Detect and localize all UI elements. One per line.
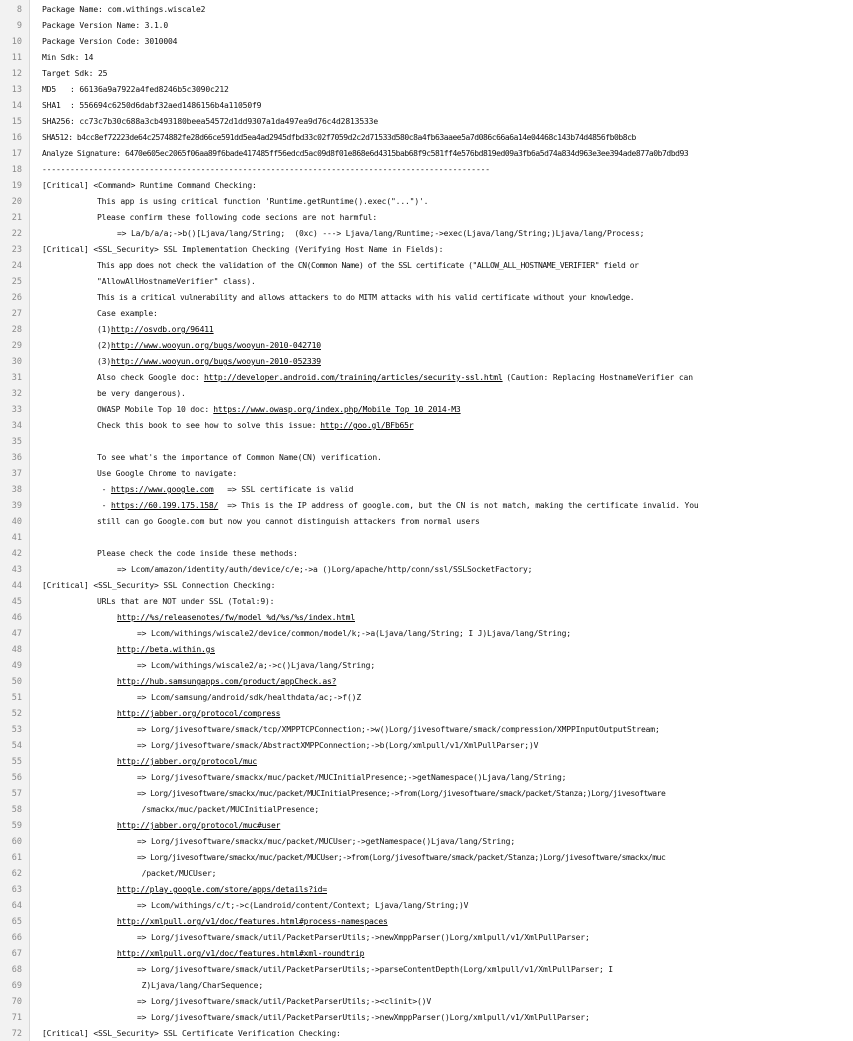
line-number: 59 bbox=[11, 821, 22, 831]
line-text bbox=[97, 482, 849, 498]
editor-line[interactable] bbox=[0, 866, 853, 882]
line-text bbox=[42, 1026, 849, 1041]
editor-line[interactable] bbox=[0, 82, 853, 98]
line-number: 24 bbox=[11, 261, 22, 271]
line-number: 43 bbox=[11, 565, 22, 575]
line-number: 56 bbox=[11, 773, 22, 783]
line-number: 61 bbox=[11, 853, 22, 863]
line-text-content: Please check the code inside these methods: bbox=[97, 549, 298, 558]
editor-line[interactable] bbox=[0, 978, 853, 994]
line-text bbox=[42, 530, 849, 546]
line-text bbox=[42, 50, 849, 66]
line-number: 68 bbox=[11, 965, 22, 975]
line-number: 72 bbox=[11, 1029, 22, 1039]
line-text bbox=[42, 2, 849, 18]
editor-line[interactable] bbox=[0, 274, 853, 290]
line-text-content: Analyze Signature: 6470e605ec2065f06aa89f6bade417485ff56edcd5ac09d8f01e868e6d4315bab68f9c581ff4e576bd819ed09a3fb6a5d74a834d963e3ee394ade877a0b7dbd93 bbox=[42, 149, 689, 158]
line-text bbox=[117, 882, 849, 898]
editor-line[interactable] bbox=[0, 994, 853, 1010]
line-text-content: To see what's the importance of Common Name(CN) verification. bbox=[97, 453, 382, 462]
editor-line[interactable] bbox=[0, 482, 853, 498]
line-number: 29 bbox=[11, 341, 22, 351]
line-number: 40 bbox=[11, 517, 22, 527]
line-text-content: "AllowAllHostnameVerifier" class). bbox=[97, 277, 256, 286]
line-text bbox=[97, 498, 849, 514]
line-text bbox=[117, 754, 849, 770]
line-text-content: => Lcom/withings/c/t;->c(Landroid/content/Context; Ljava/lang/String;)V bbox=[137, 901, 469, 910]
line-text-content: This is a critical vulnerability and allows attackers to do MITM attacks with his valid certificate without your knowledge. bbox=[97, 293, 635, 302]
hyperlink[interactable]: http://hub.samsungapps.com/product/appCheck.as? bbox=[117, 677, 337, 686]
editor-line[interactable] bbox=[0, 402, 853, 418]
editor-line[interactable] bbox=[0, 146, 853, 162]
line-text bbox=[97, 594, 849, 610]
line-number: 31 bbox=[11, 373, 22, 383]
line-text-content: => Lorg/jivesoftware/smackx/muc/packet/MUCUser;->from(Lorg/jivesoftware/smack/packet/Stanza;)Lorg/jivesoftware/smackx/muc bbox=[137, 853, 666, 862]
line-text-content: => Lorg/jivesoftware/smack/AbstractXMPPConnection;->b(Lorg/xmlpull/v1/XmlPullParser;)V bbox=[137, 741, 539, 750]
editor-line[interactable] bbox=[0, 882, 853, 898]
line-number: 65 bbox=[11, 917, 22, 927]
line-number: 52 bbox=[11, 709, 22, 719]
editor-line[interactable] bbox=[0, 850, 853, 866]
line-text bbox=[137, 1010, 849, 1026]
hyperlink[interactable]: http://xmlpull.org/v1/doc/features.html#xml-roundtrip bbox=[117, 949, 365, 958]
line-text bbox=[137, 978, 849, 994]
line-text bbox=[117, 946, 849, 962]
line-text-content: MD5 : 66136a9a7922a4fed8246b5c3090c212 bbox=[42, 85, 229, 94]
line-text bbox=[137, 994, 849, 1010]
line-text bbox=[137, 690, 849, 706]
line-text-tail: (Caution: Replacing HostnameVerifier can bbox=[501, 373, 693, 382]
line-text bbox=[97, 370, 849, 386]
hyperlink[interactable]: http://beta.within.gs bbox=[117, 645, 215, 654]
line-text-content: Also check Google doc: bbox=[97, 373, 205, 382]
line-text bbox=[97, 274, 849, 290]
hyperlink[interactable]: http://play.google.com/store/apps/details?id= bbox=[117, 885, 327, 894]
line-text-content: => Lcom/withings/wiscale2/device/common/model/k;->a(Ljava/lang/String; I J)Ljava/lang/String; bbox=[137, 629, 571, 638]
line-text bbox=[97, 306, 849, 322]
line-text bbox=[117, 226, 849, 242]
line-text-content: => Lorg/jivesoftware/smack/tcp/XMPPTCPConnection;->w()Lorg/jivesoftware/smack/compression/XMPPInputOutputStream; bbox=[137, 725, 660, 734]
hyperlink[interactable]: http://osvdb.org/96411 bbox=[110, 325, 214, 334]
editor-line[interactable] bbox=[0, 658, 853, 674]
hyperlink[interactable]: http://xmlpull.org/v1/doc/features.html#process-namespaces bbox=[117, 917, 388, 926]
line-text-content: Min Sdk: 14 bbox=[42, 53, 94, 62]
line-text bbox=[42, 18, 849, 34]
line-text bbox=[42, 114, 849, 130]
line-text-content: (3) bbox=[97, 357, 111, 366]
line-text bbox=[137, 850, 849, 866]
line-number: 50 bbox=[11, 677, 22, 687]
line-number: 9 bbox=[16, 21, 22, 31]
line-number: 64 bbox=[11, 901, 22, 911]
line-number: 42 bbox=[11, 549, 22, 559]
line-text bbox=[97, 354, 849, 370]
line-number: 27 bbox=[11, 309, 22, 319]
editor-line[interactable] bbox=[0, 194, 853, 210]
line-text bbox=[42, 178, 849, 194]
line-number: 22 bbox=[11, 229, 22, 239]
line-number: 14 bbox=[11, 101, 22, 111]
line-number: 66 bbox=[11, 933, 22, 943]
line-text bbox=[97, 194, 849, 210]
line-number: 47 bbox=[11, 629, 22, 639]
editor-line[interactable] bbox=[0, 370, 853, 386]
line-number: 36 bbox=[11, 453, 22, 463]
line-text-content: Check this book to see how to solve this issue: bbox=[97, 421, 321, 430]
document-content[interactable] bbox=[0, 2, 853, 1041]
line-text bbox=[42, 34, 849, 50]
line-text bbox=[117, 818, 849, 834]
editor-line[interactable] bbox=[0, 50, 853, 66]
editor-line[interactable] bbox=[0, 898, 853, 914]
line-text bbox=[97, 402, 849, 418]
hyperlink[interactable]: http://jabber.org/protocol/muc#user bbox=[117, 821, 281, 830]
editor-line[interactable] bbox=[0, 706, 853, 722]
line-text bbox=[97, 386, 849, 402]
editor-line[interactable] bbox=[0, 834, 853, 850]
editor-line[interactable] bbox=[0, 226, 853, 242]
line-number: 17 bbox=[11, 149, 22, 159]
line-number: 58 bbox=[11, 805, 22, 815]
line-number: 39 bbox=[11, 501, 22, 511]
line-text bbox=[42, 82, 849, 98]
editor-line[interactable] bbox=[0, 962, 853, 978]
line-number: 30 bbox=[11, 357, 22, 367]
editor-line[interactable] bbox=[0, 466, 853, 482]
hyperlink[interactable]: https://60.199.175.158/ bbox=[110, 501, 219, 510]
line-text-content: => La/b/a/a;->b()[Ljava/lang/String; (0xc) ---> Ljava/lang/Runtime;->exec(Ljava/lang/String;)Ljava/lang/Process; bbox=[117, 229, 645, 238]
editor-line[interactable] bbox=[0, 18, 853, 34]
line-number: 35 bbox=[11, 437, 22, 447]
line-text bbox=[97, 514, 849, 530]
editor-line[interactable] bbox=[0, 930, 853, 946]
line-text bbox=[117, 674, 849, 690]
editor-line[interactable] bbox=[0, 450, 853, 466]
line-text bbox=[97, 450, 849, 466]
line-number: 55 bbox=[11, 757, 22, 767]
hyperlink[interactable]: http://%s/releasenotes/fw/model_%d/%s/%s/index.html bbox=[117, 613, 355, 622]
editor-line[interactable] bbox=[0, 434, 853, 450]
line-text-content: Z)Ljava/lang/CharSequence; bbox=[137, 981, 263, 990]
line-text-content: => Lcom/withings/wiscale2/a;->c()Ljava/lang/String; bbox=[137, 661, 375, 670]
editor-line[interactable] bbox=[0, 130, 853, 146]
editor-line[interactable] bbox=[0, 178, 853, 194]
editor-line[interactable] bbox=[0, 578, 853, 594]
line-number: 15 bbox=[11, 117, 22, 127]
line-text bbox=[97, 546, 849, 562]
hyperlink[interactable]: http://goo.gl/BFb65r bbox=[320, 421, 414, 430]
editor-line[interactable] bbox=[0, 546, 853, 562]
line-number: 70 bbox=[11, 997, 22, 1007]
editor-line[interactable] bbox=[0, 34, 853, 50]
editor-line[interactable] bbox=[0, 626, 853, 642]
line-text bbox=[137, 722, 849, 738]
line-text bbox=[42, 434, 849, 450]
line-number: 60 bbox=[11, 837, 22, 847]
line-text-content: SHA512: b4cc8ef72223de64c2574882fe28d66ce591dd5ea4ad2945dfbd33c02f7059d2c2d71533d580c8a4fb63aaee5a7d086c66a6a14e04468c143b74d4856fb0b8cb bbox=[42, 133, 636, 142]
line-text-content: [Critical] <SSL_Security> SSL Connection Checking: bbox=[42, 581, 276, 590]
line-number: 8 bbox=[16, 5, 22, 15]
editor-line[interactable] bbox=[0, 562, 853, 578]
hyperlink[interactable]: http://developer.android.com/training/articles/security-ssl.html bbox=[203, 373, 503, 382]
line-text bbox=[117, 610, 849, 626]
line-text bbox=[42, 130, 849, 146]
line-text-content: be very dangerous). bbox=[97, 389, 186, 398]
editor-line[interactable] bbox=[0, 114, 853, 130]
editor-line[interactable] bbox=[0, 258, 853, 274]
editor-line[interactable] bbox=[0, 386, 853, 402]
line-text bbox=[117, 706, 849, 722]
line-number: 32 bbox=[11, 389, 22, 399]
line-text-content: Case example: bbox=[97, 309, 158, 318]
line-number: 67 bbox=[11, 949, 22, 959]
line-text-content: Package Version Code: 3010004 bbox=[42, 37, 178, 46]
line-text bbox=[97, 466, 849, 482]
line-text-content: still can go Google.com but now you cannot distinguish attackers from normal users bbox=[97, 517, 480, 526]
line-text-content: => Lorg/jivesoftware/smack/util/PacketParserUtils;->newXmppParser()Lorg/xmlpull/v1/XmlPullParser; bbox=[137, 933, 590, 942]
line-number: 53 bbox=[11, 725, 22, 735]
line-number: 13 bbox=[11, 85, 22, 95]
hyperlink[interactable]: https://www.google.com bbox=[110, 485, 214, 494]
editor-line[interactable] bbox=[0, 514, 853, 530]
hyperlink[interactable]: http://jabber.org/protocol/compress bbox=[117, 709, 281, 718]
line-number: 63 bbox=[11, 885, 22, 895]
editor-line[interactable] bbox=[0, 306, 853, 322]
line-text-content: URLs that are NOT under SSL (Total:9): bbox=[97, 597, 275, 606]
line-text bbox=[137, 738, 849, 754]
line-text bbox=[137, 770, 849, 786]
line-text-content: => Lorg/jivesoftware/smackx/muc/packet/MUCUser;->getNamespace()Ljava/lang/String; bbox=[137, 837, 515, 846]
line-number: 21 bbox=[11, 213, 22, 223]
editor-line[interactable] bbox=[0, 802, 853, 818]
editor-line[interactable] bbox=[0, 98, 853, 114]
line-text bbox=[137, 786, 849, 802]
line-number: 16 bbox=[11, 133, 22, 143]
line-text bbox=[117, 562, 849, 578]
editor-line[interactable] bbox=[0, 354, 853, 370]
line-text-tail: => This is the IP address of google.com, but the CN is not match, making the certificate invalid. You bbox=[217, 501, 699, 510]
editor-line[interactable] bbox=[0, 722, 853, 738]
editor-line[interactable] bbox=[0, 338, 853, 354]
editor-line[interactable] bbox=[0, 946, 853, 962]
line-number: 48 bbox=[11, 645, 22, 655]
line-number: 44 bbox=[11, 581, 22, 591]
line-text bbox=[42, 242, 849, 258]
editor-line[interactable] bbox=[0, 786, 853, 802]
line-text bbox=[117, 914, 849, 930]
editor-line[interactable] bbox=[0, 2, 853, 18]
editor-line[interactable] bbox=[0, 594, 853, 610]
line-text-content: => Lorg/jivesoftware/smack/util/PacketParserUtils;->newXmppParser()Lorg/xmlpull/v1/XmlPullParser; bbox=[137, 1013, 590, 1022]
line-text-content: (1) bbox=[97, 325, 111, 334]
editor-line[interactable] bbox=[0, 674, 853, 690]
line-text bbox=[97, 322, 849, 338]
line-number: 69 bbox=[11, 981, 22, 991]
line-number: 62 bbox=[11, 869, 22, 879]
line-text-content: This app does not check the validation of the CN(Common Name) of the SSL certificate ("ALLOW_ALL_HOSTNAME_VERIFIER" field or bbox=[97, 261, 639, 270]
editor-line[interactable] bbox=[0, 162, 853, 178]
editor-line[interactable] bbox=[0, 738, 853, 754]
line-text-content: => Lcom/samsung/android/sdk/healthdata/ac;->f()Z bbox=[137, 693, 361, 702]
line-text-content: /smackx/muc/packet/MUCInitialPresence; bbox=[137, 805, 319, 814]
editor-line[interactable] bbox=[0, 818, 853, 834]
line-text-content: => Lcom/amazon/identity/auth/device/c/e;->a ()Lorg/apache/http/conn/ssl/SSLSocketFactory; bbox=[117, 565, 533, 574]
line-text-content: => Lorg/jivesoftware/smackx/muc/packet/MUCInitialPresence;->from(Lorg/jivesoftware/smack/packet/Stanza;)Lorg/jivesoftware bbox=[137, 789, 666, 798]
line-text-content: Target Sdk: 25 bbox=[42, 69, 108, 78]
editor-line[interactable] bbox=[0, 322, 853, 338]
editor-line[interactable] bbox=[0, 290, 853, 306]
line-text bbox=[137, 962, 849, 978]
line-text-content: [Critical] <SSL_Security> SSL Certificate Verification Checking: bbox=[42, 1029, 341, 1038]
line-text bbox=[97, 290, 849, 306]
editor-line[interactable] bbox=[0, 770, 853, 786]
line-text bbox=[137, 834, 849, 850]
line-number: 46 bbox=[11, 613, 22, 623]
line-number: 41 bbox=[11, 533, 22, 543]
line-number: 34 bbox=[11, 421, 22, 431]
line-number: 19 bbox=[11, 181, 22, 191]
editor-line[interactable] bbox=[0, 610, 853, 626]
line-text-content: SHA256: cc73c7b30c688a3cb493180beea54572d1dd9307a1da497ea9d76c4d2813533e bbox=[42, 117, 378, 126]
line-text bbox=[117, 642, 849, 658]
line-text bbox=[97, 338, 849, 354]
line-number: 71 bbox=[11, 1013, 22, 1023]
line-text bbox=[137, 802, 849, 818]
line-text bbox=[42, 146, 849, 162]
line-number: 11 bbox=[11, 53, 22, 63]
line-text bbox=[97, 418, 849, 434]
line-text bbox=[137, 898, 849, 914]
line-text bbox=[137, 866, 849, 882]
line-text-content: This app is using critical function 'Runtime.getRuntime().exec("...")'. bbox=[97, 197, 429, 206]
line-number: 12 bbox=[11, 69, 22, 79]
line-text-content: Package Version Name: 3.1.0 bbox=[42, 21, 168, 30]
line-number: 49 bbox=[11, 661, 22, 671]
editor-line[interactable] bbox=[0, 498, 853, 514]
line-text bbox=[137, 658, 849, 674]
line-text-content: (2) bbox=[97, 341, 111, 350]
line-text-content: => Lorg/jivesoftware/smack/util/PacketParserUtils;->parseContentDepth(Lorg/xmlpull/v1/XmlPullParser; I bbox=[137, 965, 613, 974]
line-text bbox=[97, 258, 849, 274]
line-number: 38 bbox=[11, 485, 22, 495]
line-text-content: - bbox=[97, 485, 111, 494]
line-number: 10 bbox=[11, 37, 22, 47]
line-number: 54 bbox=[11, 741, 22, 751]
line-text-content: ------------------------------------------------------------------------------------------------ bbox=[42, 165, 490, 174]
line-text-tail: => SSL certificate is valid bbox=[213, 485, 354, 494]
editor-line[interactable] bbox=[0, 914, 853, 930]
line-text-content: => Lorg/jivesoftware/smackx/muc/packet/MUCInitialPresence;->getNamespace()Ljava/lang/String; bbox=[137, 773, 567, 782]
line-text-content: - bbox=[97, 501, 111, 510]
editor-line[interactable] bbox=[0, 754, 853, 770]
line-text bbox=[42, 162, 849, 178]
line-text bbox=[42, 66, 849, 82]
line-text-content: [Critical] <SSL_Security> SSL Implementation Checking (Verifying Host Name in Fields): bbox=[42, 245, 444, 254]
line-text bbox=[42, 98, 849, 114]
hyperlink[interactable]: https://www.owasp.org/index.php/Mobile_Top_10_2014-M3 bbox=[213, 405, 461, 414]
line-number: 51 bbox=[11, 693, 22, 703]
line-text-content: OWASP Mobile Top 10 doc: bbox=[97, 405, 214, 414]
hyperlink[interactable]: http://www.wooyun.org/bugs/wooyun-2010-042710 bbox=[110, 341, 321, 350]
editor-line[interactable] bbox=[0, 66, 853, 82]
line-number: 57 bbox=[11, 789, 22, 799]
line-number: 26 bbox=[11, 293, 22, 303]
line-text bbox=[137, 930, 849, 946]
editor-line[interactable] bbox=[0, 418, 853, 434]
editor-line[interactable] bbox=[0, 690, 853, 706]
line-number: 20 bbox=[11, 197, 22, 207]
line-text-content: => Lorg/jivesoftware/smack/util/PacketParserUtils;-><clinit>()V bbox=[137, 997, 431, 1006]
line-number: 23 bbox=[11, 245, 22, 255]
line-number: 45 bbox=[11, 597, 22, 607]
hyperlink[interactable]: http://jabber.org/protocol/muc bbox=[117, 757, 257, 766]
line-number: 18 bbox=[11, 165, 22, 175]
line-text-content: [Critical] <Command> Runtime Command Checking: bbox=[42, 181, 257, 190]
editor-line[interactable] bbox=[0, 1010, 853, 1026]
hyperlink[interactable]: http://www.wooyun.org/bugs/wooyun-2010-052339 bbox=[110, 357, 321, 366]
editor-line[interactable] bbox=[0, 242, 853, 258]
line-number: 33 bbox=[11, 405, 22, 415]
editor-line[interactable] bbox=[0, 530, 853, 546]
line-text-content: SHA1 : 556694c6250d6dabf32aed1486156b4a11050f9 bbox=[42, 101, 262, 110]
editor-line[interactable] bbox=[0, 210, 853, 226]
line-text bbox=[97, 210, 849, 226]
editor-line[interactable] bbox=[0, 642, 853, 658]
line-number: 37 bbox=[11, 469, 22, 479]
line-text-content: Package Name: com.withings.wiscale2 bbox=[42, 5, 206, 14]
line-text-content: /packet/MUCUser; bbox=[137, 869, 217, 878]
line-number: 28 bbox=[11, 325, 22, 335]
line-text bbox=[42, 578, 849, 594]
line-text-content: Please confirm these following code secions are not harmful: bbox=[97, 213, 377, 222]
line-number: 25 bbox=[11, 277, 22, 287]
editor-line[interactable] bbox=[0, 1026, 853, 1041]
line-text-content: Use Google Chrome to navigate: bbox=[97, 469, 237, 478]
line-text bbox=[137, 626, 849, 642]
